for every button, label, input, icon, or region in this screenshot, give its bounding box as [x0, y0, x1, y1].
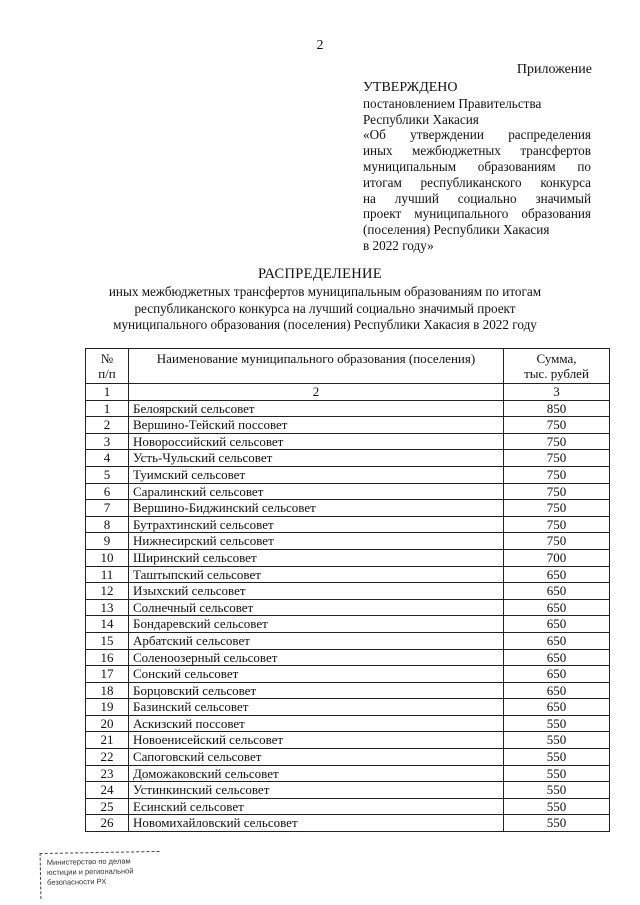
- amount: 650: [504, 666, 610, 683]
- amount: 650: [504, 599, 610, 616]
- table-row: [86, 616, 610, 633]
- table-row: [86, 649, 610, 666]
- approval-heading: УТВЕРЖДЕНО: [363, 80, 458, 95]
- appendix-label: Приложение: [516, 62, 592, 77]
- row-number: 22: [86, 749, 129, 766]
- approval-line: (поселения) Республики Хакасия: [363, 222, 550, 238]
- approval-block: [363, 80, 591, 254]
- row-number: 1: [86, 400, 129, 417]
- stamp-line: юстиции и региональной: [46, 866, 134, 877]
- row-number: 9: [86, 533, 129, 550]
- header-num-line: №: [100, 351, 114, 366]
- document-title: РАСПРЕДЕЛЕНИЕ: [258, 266, 382, 282]
- table-row: [86, 599, 610, 616]
- header-sum: [504, 349, 610, 384]
- table-row: [86, 516, 610, 533]
- header-sum-line: Сумма,: [536, 351, 577, 366]
- header-name: Наименование муниципального образования (поселения): [129, 349, 504, 384]
- approval-line: проект муниципального образования: [363, 206, 591, 222]
- row-number: 6: [86, 483, 129, 500]
- municipality-name: Новороссийский сельсовет: [129, 433, 504, 450]
- table-row: [86, 749, 610, 766]
- row-number: 16: [86, 649, 129, 666]
- municipality-name: Вершино-Биджинский сельсовет: [129, 500, 504, 517]
- approval-line: итогам республиканского конкурса: [363, 174, 591, 190]
- row-number: 19: [86, 699, 129, 716]
- stamp-line: безопасности РХ: [47, 876, 107, 887]
- municipality-name: Устинкинский сельсовет: [129, 782, 504, 799]
- amount: 650: [504, 699, 610, 716]
- amount: 650: [504, 566, 610, 583]
- column-index: 1: [86, 384, 129, 401]
- municipality-name: Солнечный сельсовет: [129, 599, 504, 616]
- municipality-name: Вершино-Тейский поссовет: [129, 417, 504, 434]
- row-number: 10: [86, 549, 129, 566]
- amount: 750: [504, 466, 610, 483]
- municipality-name: Нижнесирский сельсовет: [129, 533, 504, 550]
- row-number: 7: [86, 500, 129, 517]
- municipality-name: Сонский сельсовет: [129, 666, 504, 683]
- amount: 550: [504, 732, 610, 749]
- table-row: [86, 732, 610, 749]
- table-row: [86, 798, 610, 815]
- row-number: 15: [86, 632, 129, 649]
- municipality-name: Арбатский сельсовет: [129, 632, 504, 649]
- table-row: [86, 533, 610, 550]
- row-number: 17: [86, 666, 129, 683]
- table-row: [86, 566, 610, 583]
- subtitle-line: республиканского конкурса на лучший социально значимый проект: [134, 300, 516, 316]
- table-row: [86, 433, 610, 450]
- header-num: [86, 349, 129, 384]
- municipality-name: Бутрахтинский сельсовет: [129, 516, 504, 533]
- row-number: 21: [86, 732, 129, 749]
- row-number: 12: [86, 583, 129, 600]
- amount: 700: [504, 549, 610, 566]
- municipality-name: Изыхский сельсовет: [129, 583, 504, 600]
- amount: 750: [504, 483, 610, 500]
- amount: 850: [504, 400, 610, 417]
- approval-line: муниципальным образованиям по: [363, 158, 591, 174]
- row-number: 11: [86, 566, 129, 583]
- row-number: 20: [86, 715, 129, 732]
- amount: 650: [504, 649, 610, 666]
- municipality-name: Есинский сельсовет: [129, 798, 504, 815]
- table-row: [86, 815, 610, 832]
- amount: 750: [504, 433, 610, 450]
- municipality-name: Соленоозерный сельсовет: [129, 649, 504, 666]
- row-number: 24: [86, 782, 129, 799]
- municipality-name: Новоенисейский сельсовет: [129, 732, 504, 749]
- table-row: [86, 549, 610, 566]
- amount: 750: [504, 516, 610, 533]
- municipality-name: Саралинский сельсовет: [129, 483, 504, 500]
- approval-line: на лучший социально значимый: [363, 190, 591, 206]
- amount: 550: [504, 815, 610, 832]
- table-row: [86, 400, 610, 417]
- approval-line: иных межбюджетных трансфертов: [363, 143, 591, 159]
- column-index: 3: [504, 384, 610, 401]
- table-body: [86, 400, 610, 831]
- municipality-name: Борцовский сельсовет: [129, 682, 504, 699]
- table-row: [86, 715, 610, 732]
- row-number: 13: [86, 599, 129, 616]
- municipality-name: Бондаревский сельсовет: [129, 616, 504, 633]
- row-number: 5: [86, 466, 129, 483]
- distribution-table: [85, 348, 610, 832]
- municipality-name: Аскизский поссовет: [129, 715, 504, 732]
- amount: 550: [504, 798, 610, 815]
- table-row: [86, 632, 610, 649]
- table-row: [86, 466, 610, 483]
- municipality-name: Базинский сельсовет: [129, 699, 504, 716]
- row-number: 26: [86, 815, 129, 832]
- table-row: [86, 417, 610, 434]
- amount: 750: [504, 533, 610, 550]
- header-sum-line: тыс. рублей: [524, 366, 589, 381]
- registration-stamp: [40, 851, 161, 899]
- row-number: 23: [86, 765, 129, 782]
- amount: 650: [504, 632, 610, 649]
- amount: 650: [504, 583, 610, 600]
- row-number: 4: [86, 450, 129, 467]
- approval-line: Республики Хакасия: [363, 111, 479, 127]
- amount: 750: [504, 500, 610, 517]
- amount: 550: [504, 782, 610, 799]
- table-row: [86, 699, 610, 716]
- table-row: [86, 682, 610, 699]
- amount: 550: [504, 715, 610, 732]
- amount: 550: [504, 765, 610, 782]
- subtitle-line: муниципального образования (поселения) Республики Хакасия в 2022 году: [113, 317, 537, 332]
- table-row: [86, 450, 610, 467]
- header-num-line: п/п: [98, 366, 116, 381]
- municipality-name: Туимский сельсовет: [129, 466, 504, 483]
- amount: 750: [504, 450, 610, 467]
- table-header-row: [86, 349, 610, 384]
- municipality-name: Доможаковский сельсовет: [129, 765, 504, 782]
- table-row: [86, 765, 610, 782]
- column-index: 2: [129, 384, 504, 401]
- amount: 650: [504, 616, 610, 633]
- amount: 750: [504, 417, 610, 434]
- page-number: 2: [316, 38, 324, 53]
- approval-line: постановлением Правительства: [363, 95, 542, 111]
- amount: 550: [504, 749, 610, 766]
- amount: 650: [504, 682, 610, 699]
- stamp-line: Министерство по делам: [46, 856, 131, 867]
- table-row: [86, 583, 610, 600]
- municipality-name: Новомихайловский сельсовет: [129, 815, 504, 832]
- row-number: 25: [86, 798, 129, 815]
- document-subtitle: [90, 284, 560, 334]
- table-row: [86, 483, 610, 500]
- row-number: 8: [86, 516, 129, 533]
- municipality-name: Сапоговский сельсовет: [129, 749, 504, 766]
- row-number: 14: [86, 616, 129, 633]
- table-row: [86, 782, 610, 799]
- municipality-name: Ширинский сельсовет: [129, 549, 504, 566]
- municipality-name: Усть-Чульский сельсовет: [129, 450, 504, 467]
- municipality-name: Белоярский сельсовет: [129, 400, 504, 417]
- row-number: 18: [86, 682, 129, 699]
- subtitle-line: иных межбюджетных трансфертов муниципальным образованиям по итогам: [108, 284, 542, 299]
- table-row: [86, 500, 610, 517]
- column-index-row: [86, 384, 610, 401]
- approval-line: в 2022 году»: [363, 237, 434, 253]
- municipality-name: Таштыпский сельсовет: [129, 566, 504, 583]
- row-number: 3: [86, 433, 129, 450]
- row-number: 2: [86, 417, 129, 434]
- table-row: [86, 666, 610, 683]
- approval-line: «Об утверждении распределения: [363, 127, 591, 143]
